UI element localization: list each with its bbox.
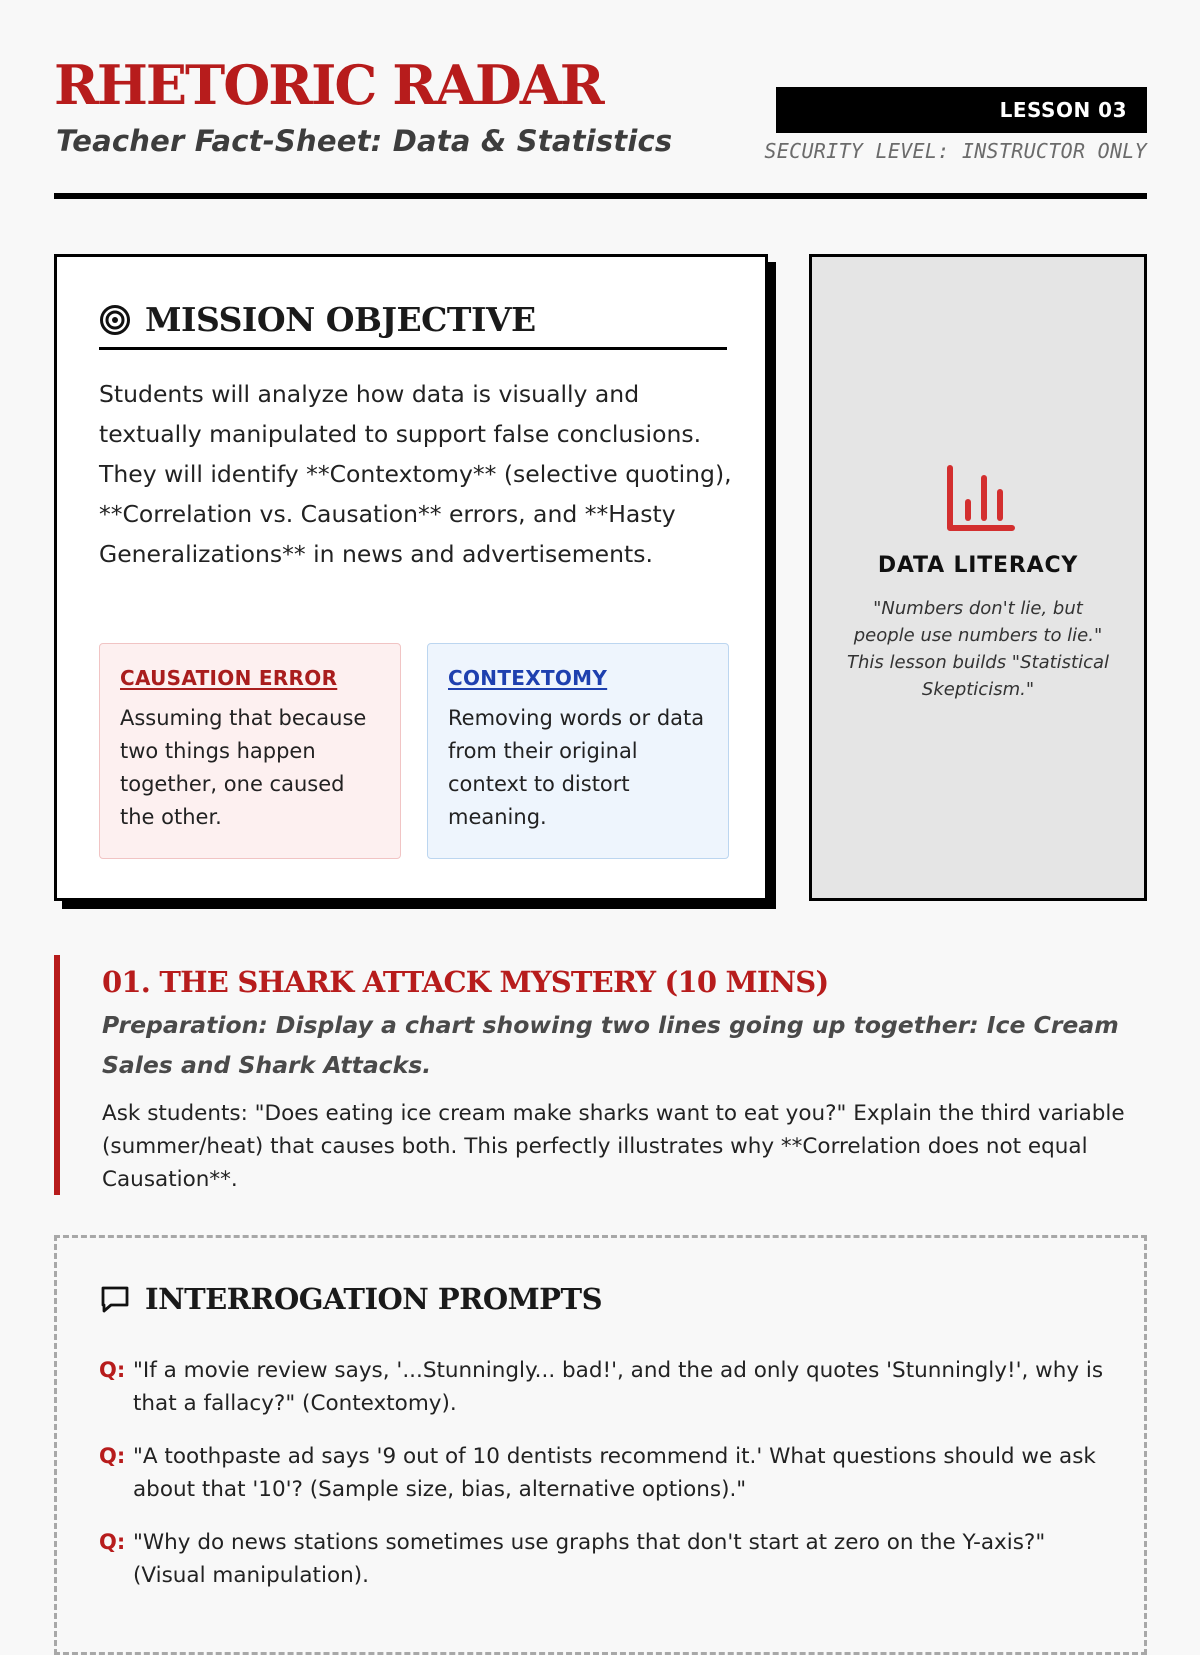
term-card-contextomy <box>427 643 729 859</box>
prompts-heading <box>99 1282 602 1316</box>
page-subtitle: Teacher Fact-Sheet: Data & Statistics <box>56 124 673 158</box>
activity-preparation: Preparation: Display a chart showing two lines going up together: Ice Cream Sales and Shark Attacks. <box>102 1011 1119 1079</box>
mission-heading-text: MISSION OBJECTIVE <box>145 299 536 339</box>
data-literacy-title: DATA LITERACY <box>877 553 1079 578</box>
mission-card <box>54 254 768 901</box>
speech-bubble-icon <box>99 1283 131 1315</box>
brand-title: RHETORIC RADAR <box>54 53 603 117</box>
data-literacy-quote: "Numbers don't lie, but people use numbers to lie." This lesson builds "Statistical Skepticism." <box>846 598 1110 700</box>
activity-section <box>54 955 1147 1195</box>
list-item <box>99 1526 1109 1592</box>
list-item <box>99 1440 1109 1506</box>
question-marker: Q: <box>99 1358 126 1382</box>
term-definition: Removing words or data from their original context to distort meaning. <box>448 706 705 829</box>
target-icon <box>99 304 131 336</box>
prompts-heading-text: INTERROGATION PROMPTS <box>145 1282 603 1316</box>
prompt-text: "A toothpaste ad says '9 out of 10 dentists recommend it.' What questions should we ask about that '10'? (Sample size, bias, alternative options)." <box>133 1444 1096 1502</box>
question-marker: Q: <box>99 1444 126 1468</box>
lesson-badge: LESSON 03 <box>776 87 1147 133</box>
mission-heading <box>99 299 727 350</box>
mission-description: Students will analyze how data is visually and textually manipulated to support false conclusions. They will identify **Contextomy** (selective quoting), **Correlation vs. Causation** errors, and **Hasty Generalizations** in news and advertisements. <box>99 380 732 568</box>
header-divider <box>54 193 1147 199</box>
term-card-causation-error <box>99 643 401 859</box>
list-item <box>99 1354 1109 1420</box>
interrogation-prompts-panel <box>54 1235 1147 1655</box>
prompt-text: "If a movie review says, '...Stunningly... bad!', and the ad only quotes 'Stunningly!', why is that a fallacy?" (Contextomy). <box>133 1358 1104 1416</box>
term-title: CAUSATION ERROR <box>120 666 338 690</box>
prompt-list <box>99 1354 1109 1612</box>
activity-title: 01. THE SHARK ATTACK MYSTERY (10 MINS) <box>102 965 829 999</box>
question-marker: Q: <box>99 1530 126 1554</box>
term-title: CONTEXTOMY <box>448 666 608 690</box>
bar-chart-icon <box>942 462 1018 538</box>
prompt-text: "Why do news stations sometimes use graphs that don't start at zero on the Y-axis?" (Visual manipulation). <box>133 1530 1046 1588</box>
term-definition: Assuming that because two things happen together, one caused the other. <box>120 706 367 829</box>
activity-instructions: Ask students: "Does eating ice cream make sharks want to eat you?" Explain the third variable (summer/heat) that causes both. This perfectly illustrates why **Correlation does not equal Causation**. <box>102 1101 1125 1192</box>
security-level: SECURITY LEVEL: INSTRUCTOR ONLY <box>764 139 1147 163</box>
data-literacy-card <box>809 254 1147 901</box>
